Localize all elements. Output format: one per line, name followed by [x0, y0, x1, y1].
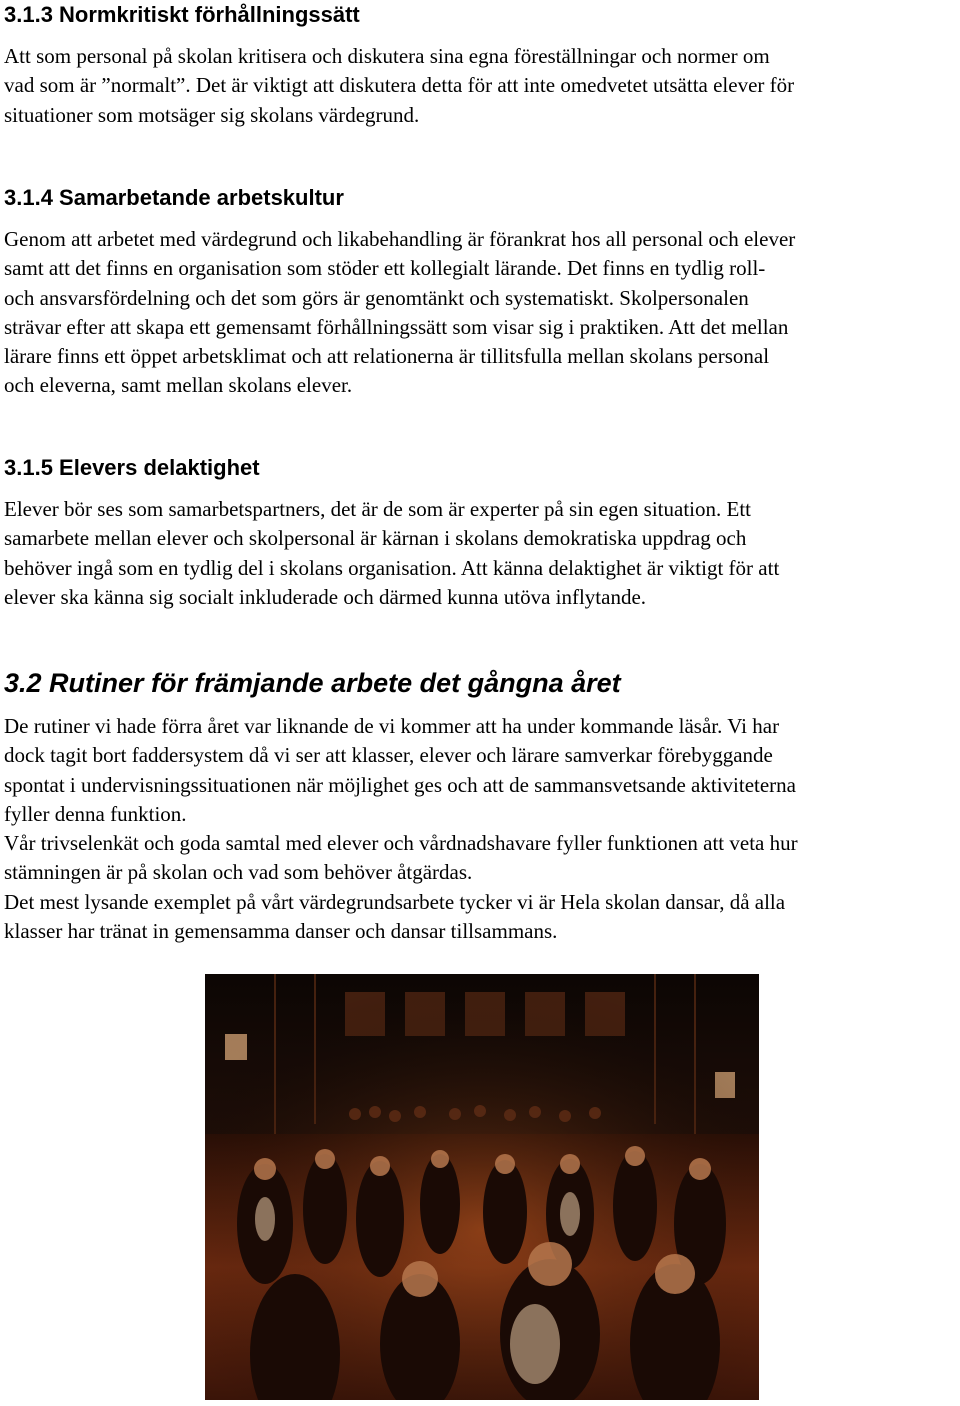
text-line: Genom att arbetet med värdegrund och likabehandling är förankrat hos all personal och elever [4, 227, 796, 251]
text-line: stämningen är på skolan och vad som behöver åtgärdas. [4, 860, 473, 885]
text-line: samarbete mellan elever och skolpersonal är kärnan i skolans demokratiska uppdrag och [4, 526, 747, 551]
text-line: klasser har tränat in gemensamma danser och dansar tillsammans. [4, 919, 558, 944]
section-heading-3-1-4: 3.1.4 Samarbetande arbetskultur [4, 185, 344, 210]
text-line: vad som är ”normalt”. Det är viktigt att diskutera detta för att inte omedvetet utsätta elever för [4, 73, 795, 98]
text-line: och eleverna, samt mellan skolans elever. [4, 373, 353, 398]
text-line: strävar efter att skapa ett gemensamt förhållningssätt som visar sig i praktiken. Att det mellan [4, 314, 789, 339]
text-line: Elever bör ses som samarbetspartners, det är de som är experter på sin egen situation. Ett [4, 497, 752, 521]
dancing-students-photo [205, 974, 759, 1400]
text-line: fyller denna funktion. [4, 801, 187, 826]
text-line: Att som personal på skolan kritisera och diskutera sina egna föreställningar och normer om [4, 44, 770, 68]
text-line: Vår trivselenkät och goda samtal med elever och vårdnadshavare fyller funktionen att veta hur [4, 831, 798, 856]
section-heading-3-1-5: 3.1.5 Elevers delaktighet [4, 455, 260, 480]
text-line: spontat i undervisningssituationen när möjlighet ges och att de sammansvetsande aktiviteterna [4, 772, 796, 797]
paragraph-3-1-4 [4, 225, 960, 401]
section-heading-3-1-3: 3.1.3 Normkritiskt förhållningssätt [4, 2, 360, 27]
text-line: Det mest lysande exemplet på vårt värdegrundsarbete tycker vi är Hela skolan dansar, då alla [4, 889, 786, 914]
text-line: samt att det finns en organisation som stöder ett kollegialt lärande. Det finns en tydlig roll- [4, 256, 766, 281]
text-line: De rutiner vi hade förra året var liknande de vi kommer att ha under kommande läsår. Vi har [4, 714, 780, 738]
text-line: dock tagit bort faddersystem då vi ser att klasser, elever och lärare samverkar förebyggande [4, 743, 773, 768]
paragraph-3-1-3 [4, 42, 960, 130]
paragraph-3-2 [4, 712, 960, 946]
text-line: elever ska känna sig socialt inkluderade och därmed kunna utöva inflytande. [4, 584, 647, 609]
text-line: och ansvarsfördelning och det som görs är genomtänkt och systematiskt. Skolpersonalen [4, 285, 749, 310]
text-line: behöver ingå som en tydlig del i skolans organisation. Att känna delaktighet är viktigt för att [4, 555, 780, 580]
text-line: lärare finns ett öppet arbetsklimat och att relationerna är tillitsfulla mellan skolans personal [4, 344, 770, 369]
text-line: situationer som motsäger sig skolans värdegrund. [4, 102, 420, 127]
paragraph-3-1-5 [4, 495, 960, 612]
section-heading-3-2: 3.2 Rutiner för främjande arbete det gångna året [4, 668, 621, 698]
